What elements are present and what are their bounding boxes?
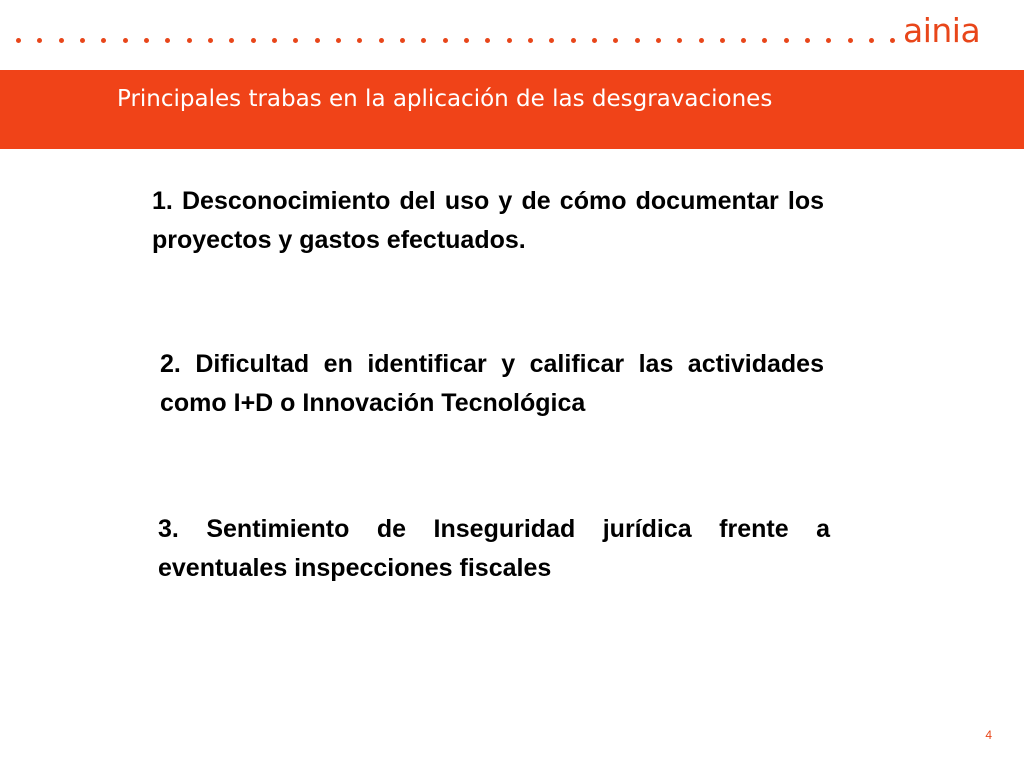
dot (699, 38, 704, 43)
dot (571, 38, 576, 43)
dot (656, 38, 661, 43)
dot (208, 38, 213, 43)
dot (251, 38, 256, 43)
dot (507, 38, 512, 43)
dot (187, 38, 192, 43)
dot (379, 38, 384, 43)
dot (635, 38, 640, 43)
dot (848, 38, 853, 43)
dot (400, 38, 405, 43)
dot (528, 38, 533, 43)
ainia-logo: ainia (903, 11, 981, 50)
dot (229, 38, 234, 43)
dot (16, 38, 21, 43)
dot (336, 38, 341, 43)
point-3: 3. Sentimiento de Inseguridad jurídica frente a eventuales inspecciones fiscales (158, 515, 830, 582)
dot (592, 38, 597, 43)
dot (826, 38, 831, 43)
dot (784, 38, 789, 43)
title-banner (0, 70, 1024, 149)
dot (315, 38, 320, 43)
page-number: 4 (985, 728, 992, 742)
point-1: 1. Desconocimiento del uso y de cómo documentar los proyectos y gastos efectuados. (152, 187, 824, 254)
dot (720, 38, 725, 43)
dot (741, 38, 746, 43)
dot (762, 38, 767, 43)
dot (123, 38, 128, 43)
dot (101, 38, 106, 43)
point-2: 2. Dificultad en identificar y calificar las actividades como I+D o Innovación Tecnológica (160, 350, 824, 417)
dot (613, 38, 618, 43)
dot (464, 38, 469, 43)
dot (80, 38, 85, 43)
dotted-rule (16, 25, 896, 55)
dot (165, 38, 170, 43)
dot (37, 38, 42, 43)
dot (357, 38, 362, 43)
dot (549, 38, 554, 43)
dot (890, 38, 895, 43)
dot (421, 38, 426, 43)
dot (59, 38, 64, 43)
dot (485, 38, 490, 43)
dot (677, 38, 682, 43)
dot (144, 38, 149, 43)
dot (869, 38, 874, 43)
dot (443, 38, 448, 43)
dot (272, 38, 277, 43)
slide-title: Principales trabas en la aplicación de las desgravaciones (117, 86, 773, 112)
dot (293, 38, 298, 43)
dot (805, 38, 810, 43)
